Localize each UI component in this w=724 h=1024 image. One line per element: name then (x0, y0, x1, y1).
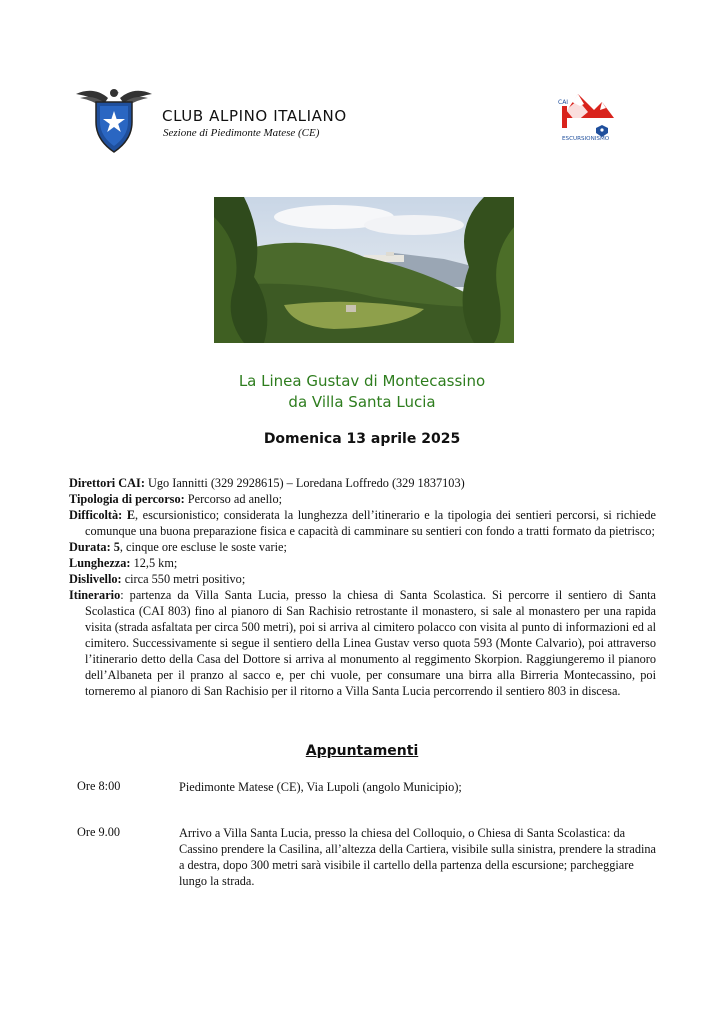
landscape-photo (214, 197, 514, 343)
tipologia-row (69, 491, 656, 507)
lunghezza-row (69, 555, 656, 571)
appointment-text: Piedimonte Matese (CE), Via Lupoli (angolo Municipio); (179, 780, 462, 794)
dislivello-label: Dislivello: (69, 572, 122, 586)
event-date: Domenica 13 aprile 2025 (263, 431, 461, 447)
appuntamenti-heading: Appuntamenti (305, 743, 419, 759)
itinerario-row (69, 587, 656, 699)
cai-escursionismo-logo (556, 88, 616, 146)
difficolta-value: , escursionistico; considerata la lunghezza dell’itinerario e la tipologia dei sentieri percorsi, si richiede comunque una buona preparazione fisica e capacità di camminare su sentieri con fondo a tratti formato da pietrisco; (85, 508, 656, 538)
durata-row (69, 539, 656, 555)
event-title-line1: La Linea Gustav di Montecassino (238, 372, 486, 390)
difficolta-grade: E (126, 508, 136, 522)
durata-value: , cinque ore escluse le soste varie; (119, 540, 287, 554)
itinerario-label: Itinerario (69, 588, 121, 602)
direttori-label: Direttori CAI: (69, 476, 145, 490)
dislivello-value: circa 550 metri positivo; (124, 572, 246, 586)
lunghezza-value: 12,5 km; (133, 556, 178, 570)
tipologia-label: Tipologia di percorso: (69, 492, 185, 506)
itinerario-value: : partenza da Villa Santa Lucia, presso la chiesa di Santa Scolastica. Si percorre il sentiero di Santa Scolastica (CAI 803) fino al pianoro di San Rachisio retrostante il monastero, si sale al monastero per una rapida visita (strada asfaltata per circa 500 metri), poi si arriva al cimitero polacco con visita al punto di informazioni ed al cimitero. Successivamente si segue il sentiero della Linea Gustav verso quota 593 (Monte Calvario), poi attraverso l’itinerario detto della Casa del Dottore si arriva al monumento al reggimento Skorpion. Raggiungeremo il pianoro dell’Albaneta per il pranzo al sacco e, per chi vuole, per consumare una birra alla Birreria Montecassino, poi torneremo al pianoro di San Rachisio per il ritorno a Villa Santa Lucia percorrendo il sentiero 803 in discesa. (85, 588, 656, 698)
appointment-time: Ore 8:00 (77, 779, 121, 793)
difficolta-row (69, 507, 656, 539)
cai-eagle-logo (74, 84, 154, 154)
difficolta-label: Difficoltà: (69, 508, 123, 522)
event-title-line2: da Villa Santa Lucia (288, 393, 436, 411)
dislivello-row (69, 571, 656, 587)
event-info (69, 475, 656, 699)
appointment-time: Ore 9.00 (77, 825, 121, 839)
club-section: Sezione di Piedimonte Matese (CE) (163, 127, 320, 139)
logo-escursionismo-label: ESCURSIONISMO (562, 136, 610, 142)
durata-num: 5 (113, 540, 120, 554)
direttori-row (69, 475, 656, 491)
club-name: CLUB ALPINO ITALIANO (162, 107, 347, 125)
logo-cai-label: CAI (558, 99, 569, 106)
tipologia-value: Percorso ad anello; (187, 492, 283, 506)
durata-label: Durata: (69, 540, 111, 554)
direttori-value: Ugo Iannitti (329 2928615) – Loredana Loffredo (329 1837103) (148, 476, 465, 490)
lunghezza-label: Lunghezza: (69, 556, 131, 570)
appointment-text: Arrivo a Villa Santa Lucia, presso la chiesa del Colloquio, o Chiesa di Santa Scolastica: da Cassino prendere la Casilina, all’altezza della Cartiera, visibile sulla sinistra, prendere la stradina a destra, dopo 300 metri sarà visibile il cartello della partenza della escursione; parcheggiare lungo la strada. (179, 826, 657, 888)
